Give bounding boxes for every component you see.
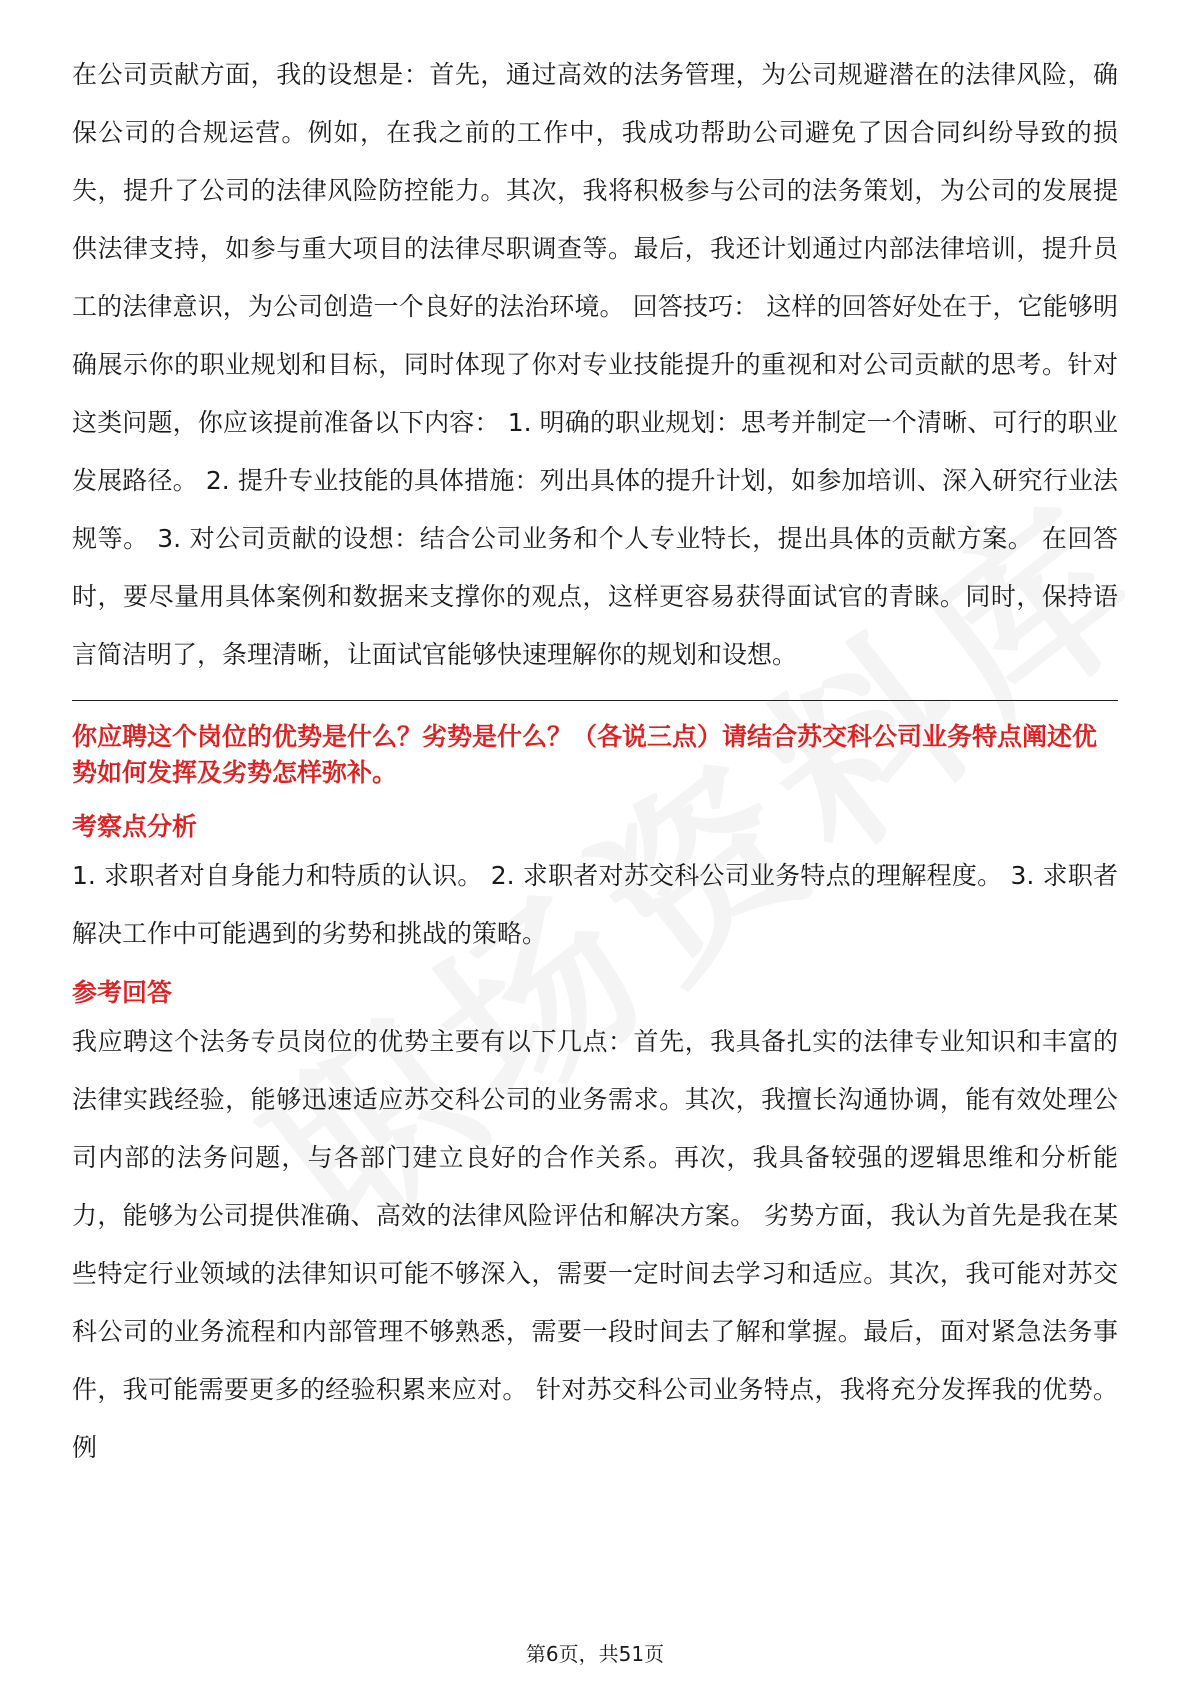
reference-text: 我应聘这个法务专员岗位的优势主要有以下几点：首先，我具备扎实的法律专业知识和丰富的法律实践经验，能够迅速适应苏交科公司的业务需求。其次，我擅长沟通协调，能有效处理公司内部的法务问题，与各部门建立良好的合作关系。再次，我具备较强的逻辑思维和分析能力，能够为公司提供准确、高效的法律风险评估和解决方案。 劣势方面，我认为首先是我在某些特定行业领域的法律知识可能不够深入，需要一定时间去学习和适应。其次，我可能对苏交科公司的业务流程和内部管理不够熟悉，需要一段时间去了解和掌握。最后，面对紧急法务事件，我可能需要更多的经验积累来应对。 针对苏交科公司业务特点，我将充分发挥我的优势。例	[72, 1027, 1118, 1462]
reference-heading: 参考回答	[72, 978, 173, 1007]
analysis-heading: 考察点分析	[72, 812, 198, 841]
analysis-text: 1. 求职者对自身能力和特质的认识。 2. 求职者对苏交科公司业务特点的理解程度。 3. 求职者解决工作中可能遇到的劣势和挑战的策略。	[72, 861, 1118, 948]
document-body	[72, 46, 1118, 1477]
page-number: 第6页，共51页	[525, 1642, 665, 1666]
question-title: 你应聘这个岗位的优势是什么？劣势是什么？（各说三点）请结合苏交科公司业务特点阐述优势如何发挥及劣势怎样弥补。	[72, 722, 1098, 787]
answer-paragraph: 在公司贡献方面，我的设想是：首先，通过高效的法务管理，为公司规避潜在的法律风险，确保公司的合规运营。例如，在我之前的工作中，我成功帮助公司避免了因合同纠纷导致的损失，提升了公司的法律风险防控能力。其次，我将积极参与公司的法务策划，为公司的发展提供法律支持，如参与重大项目的法律尽职调查等。最后，我还计划通过内部法律培训，提升员工的法律意识，为公司创造一个良好的法治环境。 回答技巧： 这样的回答好处在于，它能够明确展示你的职业规划和目标，同时体现了你对专业技能提升的重视和对公司贡献的思考。针对这类问题，你应该提前准备以下内容： 1. 明确的职业规划：思考并制定一个清晰、可行的职业发展路径。 2. 提升专业技能的具体措施：列出具体的提升计划，如参加培训、深入研究行业法规等。 3. 对公司贡献的设想：结合公司业务和个人专业特长，提出具体的贡献方案。 在回答时，要尽量用具体案例和数据来支撑你的观点，这样更容易获得面试官的青睐。同时，保持语言简洁明了，条理清晰，让面试官能够快速理解你的规划和设想。	[72, 60, 1118, 669]
section-divider	[72, 700, 1118, 701]
